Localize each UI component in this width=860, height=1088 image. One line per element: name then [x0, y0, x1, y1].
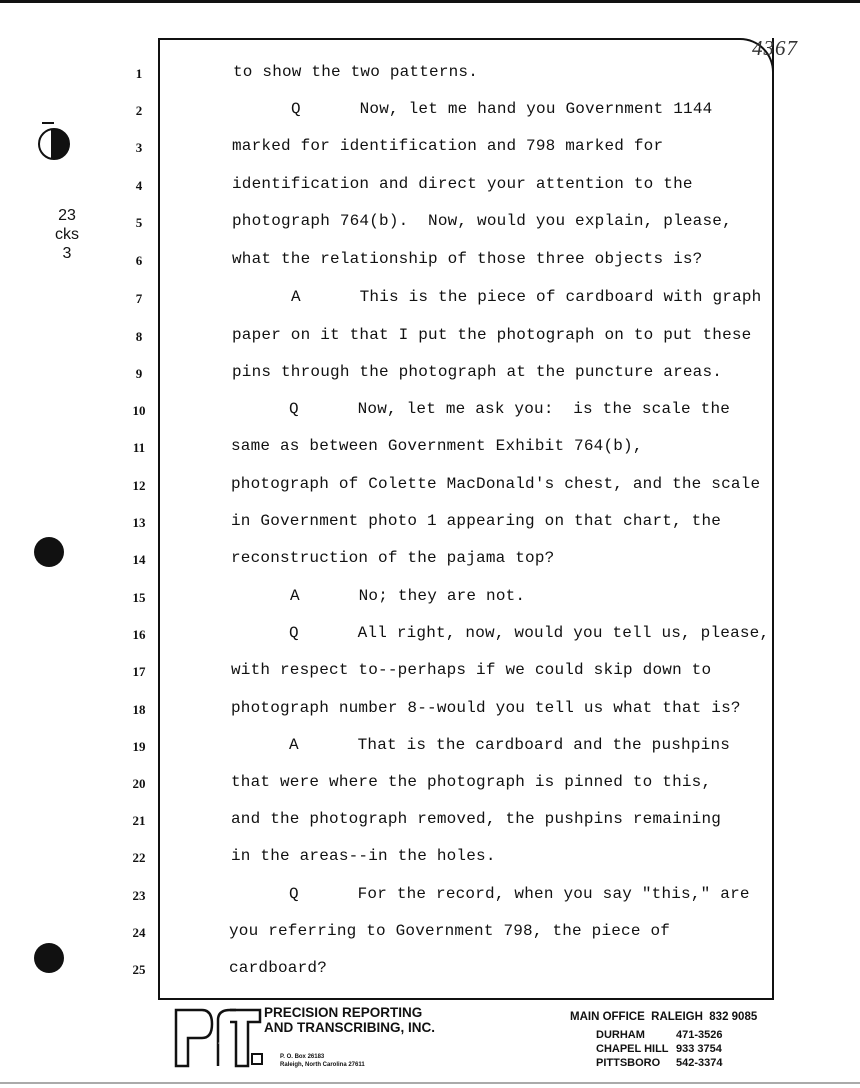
office-city: DURHAM — [596, 1029, 645, 1041]
transcript-line: photograph number 8--would you tell us what that is? — [231, 699, 741, 717]
line-number: 22 — [132, 850, 146, 865]
transcript-line: same as between Government Exhibit 764(b), — [231, 437, 643, 455]
line-number: 1 — [135, 66, 143, 81]
office-phone: 933 3754 — [676, 1043, 722, 1055]
transcript-line: you referring to Government 798, the piece of — [229, 922, 671, 940]
line-number: 6 — [135, 253, 143, 268]
transcript-frame-top — [158, 38, 738, 40]
main-office: MAIN OFFICE RALEIGH 832 9085 — [570, 1011, 758, 1023]
office-city: PITTSBORO — [596, 1057, 661, 1069]
address-line: P. O. Box 26183 — [280, 1054, 325, 1060]
line-number: 17 — [132, 664, 146, 679]
top-edge-rule — [0, 0, 860, 3]
line-number: 24 — [132, 925, 146, 940]
transcript-line: reconstruction of the pajama top? — [231, 549, 555, 567]
line-number: 23 — [132, 888, 146, 903]
line-number: 4 — [135, 178, 143, 193]
line-number: 13 — [132, 515, 146, 530]
binder-hole-mark — [42, 122, 54, 124]
line-number: 14 — [132, 552, 146, 567]
transcript-line: paper on it that I put the photograph on to put these — [232, 326, 752, 344]
transcript-line: with respect to--perhaps if we could skip down to — [231, 661, 712, 679]
firm-address — [280, 1053, 365, 1069]
transcript-line: photograph 764(b). Now, would you explain, please, — [232, 212, 732, 230]
binder-hole — [34, 943, 64, 973]
margin-note — [44, 206, 90, 263]
transcript-line: marked for identification and 798 marked for — [232, 137, 664, 155]
office-row — [596, 1029, 723, 1041]
firm-name-line: AND TRANSCRIBING, INC. — [264, 1020, 435, 1035]
transcript-line: pins through the photograph at the puncture areas. — [232, 363, 723, 381]
line-number: 18 — [132, 702, 146, 717]
transcript-line: A No; they are not. — [290, 587, 526, 605]
binder-hole — [34, 537, 64, 567]
line-number: 21 — [132, 813, 146, 828]
logo-ampersand-stroke — [218, 1010, 236, 1066]
line-number: 10 — [132, 403, 146, 418]
transcript-line: A This is the piece of cardboard with graph — [291, 288, 762, 306]
line-number: 9 — [135, 366, 143, 381]
logo-letter-t — [230, 1010, 260, 1066]
transcript-line: photograph of Colette MacDonald's chest, and the scale — [231, 475, 761, 493]
transcript-line: A That is the cardboard and the pushpins — [289, 736, 731, 754]
binder-hole-partial — [38, 128, 70, 160]
firm-name — [264, 1005, 435, 1035]
transcript-line: and the photograph removed, the pushpins remaining — [231, 810, 722, 828]
office-city: CHAPEL HILL — [596, 1043, 669, 1055]
margin-note-line: 23 — [58, 207, 76, 224]
address-line: Raleigh, North Carolina 27611 — [280, 1062, 365, 1068]
transcript-line: Q All right, now, would you tell us, please, — [289, 624, 770, 642]
line-number: 8 — [135, 329, 143, 344]
transcript-line: that were where the photograph is pinned to this, — [231, 773, 712, 791]
bottom-edge-rule — [0, 1082, 860, 1084]
transcript-line: in the areas--in the holes. — [231, 847, 496, 865]
line-number: 3 — [135, 140, 143, 155]
transcript-line: what the relationship of those three objects is? — [232, 250, 703, 268]
line-number: 5 — [135, 215, 143, 230]
line-number: 15 — [132, 590, 146, 605]
firm-name-line: PRECISION REPORTING — [264, 1005, 423, 1020]
office-row — [596, 1043, 722, 1055]
transcript-line: in Government photo 1 appearing on that chart, the — [231, 512, 722, 530]
line-number: 11 — [132, 440, 146, 455]
line-number: 16 — [132, 627, 146, 642]
line-number: 19 — [132, 739, 146, 754]
office-row — [596, 1057, 723, 1069]
reporting-firm-logo — [172, 1004, 264, 1070]
logo-text: P&T — [218, 1043, 222, 1045]
transcript-line: identification and direct your attention to the — [232, 175, 693, 193]
margin-note-line: cks — [55, 226, 79, 243]
transcript-line: Q For the record, when you say "this," are — [289, 885, 750, 903]
logo-letter-p — [176, 1010, 212, 1066]
office-phone: 542-3374 — [676, 1057, 723, 1069]
office-phone: 471-3526 — [676, 1029, 723, 1041]
margin-note-line: 3 — [62, 245, 72, 262]
transcript-line: Q Now, let me hand you Government 1144 — [291, 100, 713, 118]
transcript-line: to show the two patterns. — [233, 63, 479, 81]
line-number: 2 — [135, 103, 143, 118]
line-number: 25 — [132, 962, 146, 977]
transcript-line: cardboard? — [229, 959, 328, 977]
line-number: 7 — [135, 291, 143, 306]
page-number: 4367 — [752, 36, 798, 60]
transcript-line: Q Now, let me ask you: is the scale the — [289, 400, 731, 418]
line-number: 20 — [132, 776, 146, 791]
line-number: 12 — [132, 478, 146, 493]
